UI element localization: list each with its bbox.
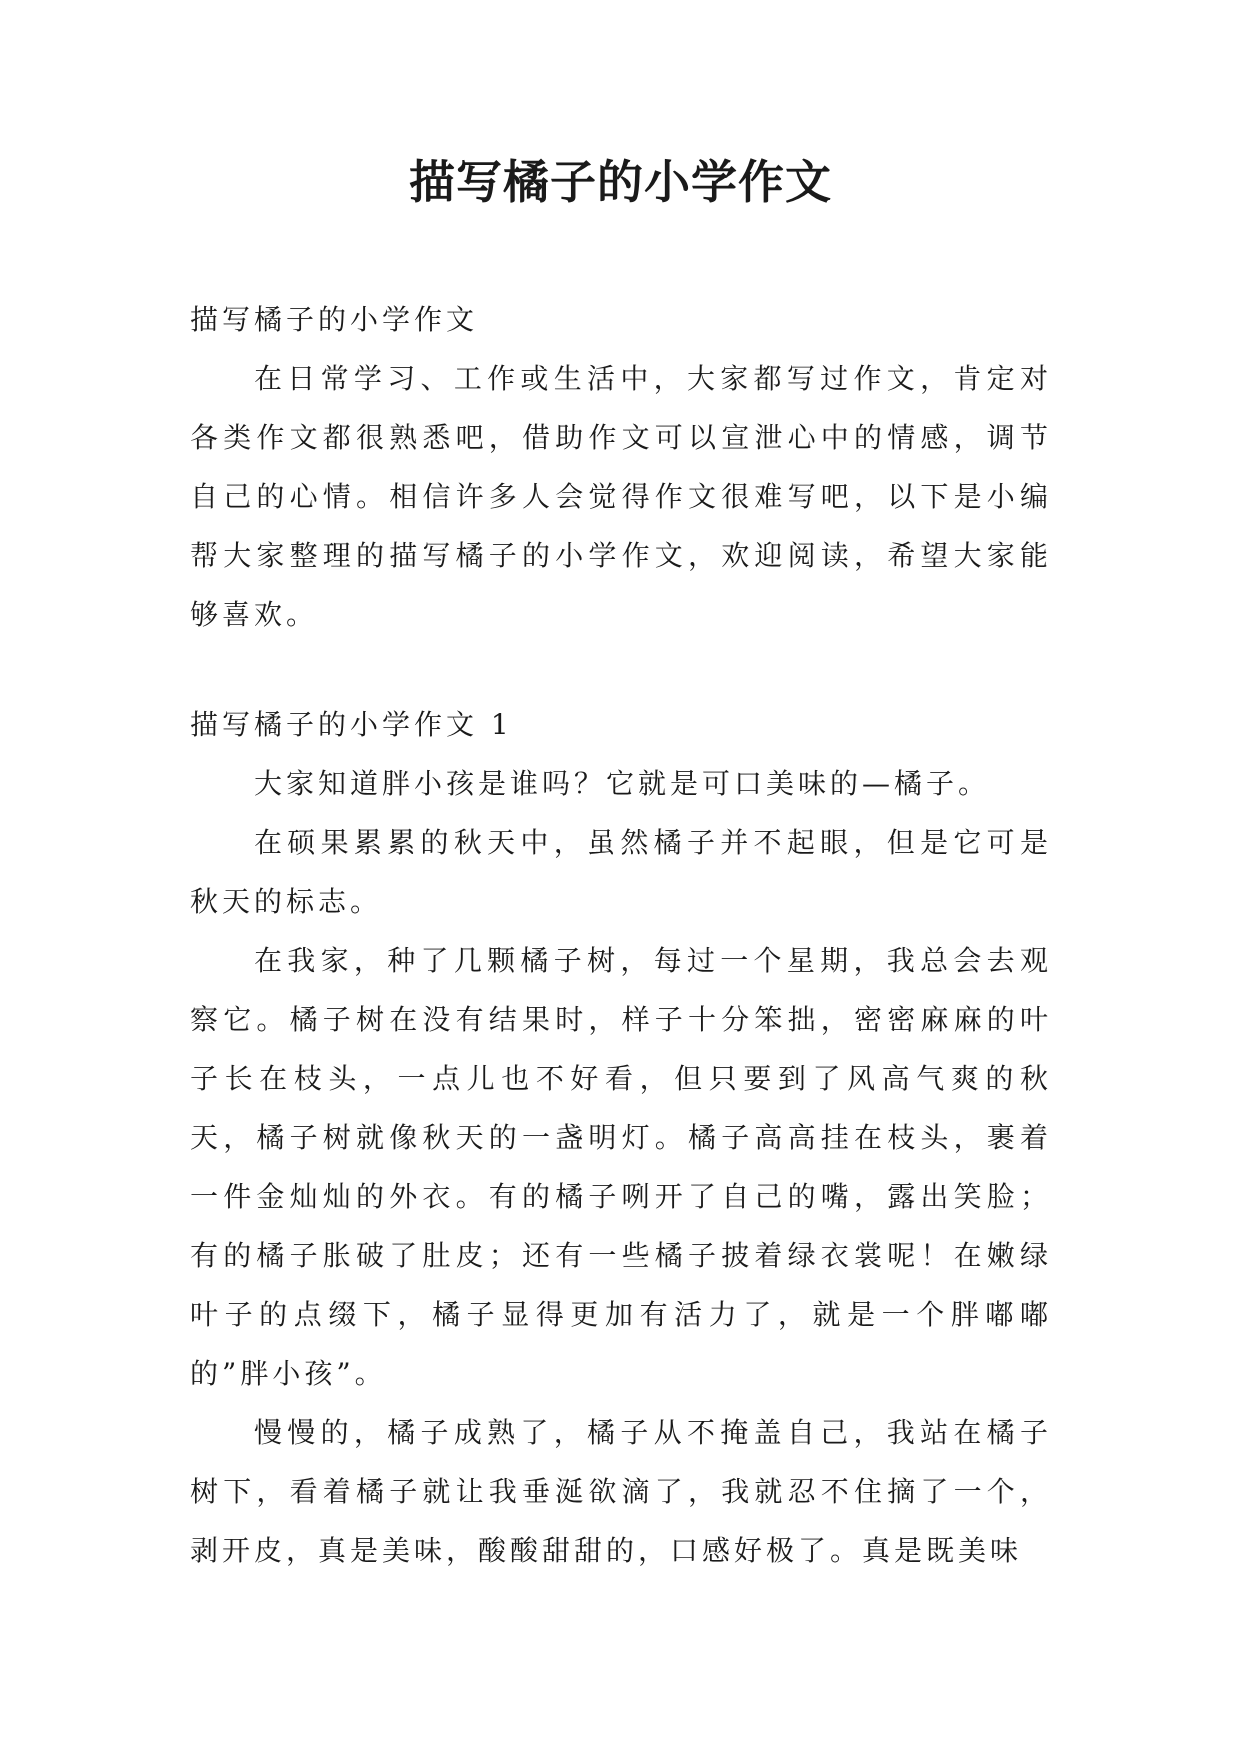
- intro-heading: 描写橘子的小学作文: [190, 303, 479, 336]
- intro-paragraph: 在日常学习、工作或生活中，大家都写过作文，肯定对各类作文都很熟悉吧，借助作文可以宣泄心中的情感，调节自己的心情。相信许多人会觉得作文很难写吧，以下是小编帮大家整理的描写橘子的小学作文，欢迎阅读，希望大家能够喜欢。: [190, 362, 1052, 631]
- section-1-paragraph: 在我家，种了几颗橘子树，每过一个星期，我总会去观察它。橘子树在没有结果时，样子十分笨拙，密密麻麻的叶子长在枝头，一点儿也不好看，但只要到了风高气爽的秋天，橘子树就像秋天的一盏明灯。橘子高高挂在枝头，裹着一件金灿灿的外衣。有的橘子咧开了自己的嘴，露出笑脸；有的橘子胀破了肚皮；还有一些橘子披着绿衣裳呢！在嫩绿叶子的点缀下，橘子显得更加有活力了，就是一个胖嘟嘟的”胖小孩”。: [190, 944, 1052, 1390]
- section-spacer: [190, 644, 1052, 695]
- document-body: [190, 290, 1052, 1580]
- section-1-paragraph: 大家知道胖小孩是谁吗？它就是可口美味的—橘子。: [254, 767, 991, 800]
- document-title: 描写橘子的小学作文: [409, 155, 832, 209]
- section-1-paragraph: 在硕果累累的秋天中，虽然橘子并不起眼，但是它可是秋天的标志。: [190, 826, 1052, 918]
- section-1-heading: 描写橘子的小学作文 1: [190, 708, 513, 741]
- section-1-paragraph: 慢慢的，橘子成熟了，橘子从不掩盖自己，我站在橘子树下，看着橘子就让我垂涎欲滴了，我就忍不住摘了一个，剥开皮，真是美味，酸酸甜甜的，口感好极了。真是既美味: [190, 1416, 1052, 1567]
